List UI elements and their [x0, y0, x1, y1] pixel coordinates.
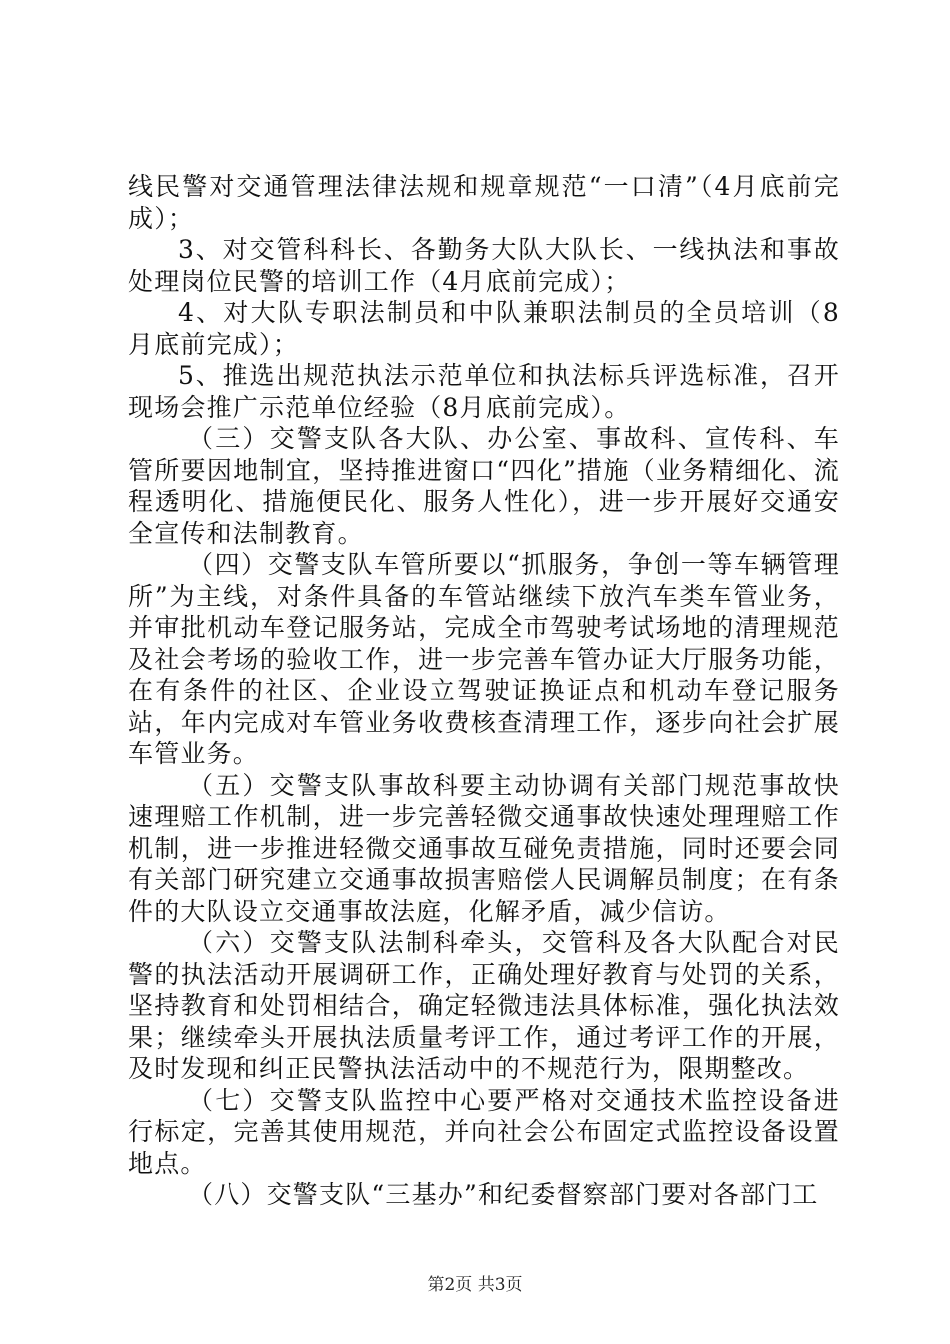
paragraph-section-5: （五）交警支队事故科要主动协调有关部门规范事故快速理赔工作机制，进一步完善轻微交通事故快速处理理赔工作机制，进一步推进轻微交通事故互碰免责措施，同时还要会同有关部门研究建立交通事故损害赔偿人民调解员制度；在有条件的大队设立交通事故法庭，化解矛盾，减少信访。 — [128, 770, 840, 926]
paragraph-item-4: 4、对大队专职法制员和中队兼职法制员的全员培训（8月底前完成）； — [128, 298, 840, 359]
paragraph-section-6: （六）交警支队法制科牵头，交管科及各大队配合对民警的执法活动开展调研工作，正确处理好教育与处罚的关系，坚持教育和处罚相结合，确定轻微违法具体标准，强化执法效果；继续牵头开展执法质量考评工作，通过考评工作的开展，及时发现和纠正民警执法活动中的不规范行为，限期整改。 — [128, 928, 840, 1083]
paragraph-section-7: （七）交警支队监控中心要严格对交通技术监控设备进行标定，完善其使用规范，并向社会公布固定式监控设备设置地点。 — [128, 1085, 840, 1178]
paragraph-section-3: （三）交警支队各大队、办公室、事故科、宣传科、车管所要因地制宜，坚持推进窗口“四化”措施（业务精细化、流程透明化、措施便民化、服务人性化），进一步开展好交通安全宣传和法制教育。 — [128, 424, 840, 548]
paragraph-continuation: 线民警对交通管理法律法规和规章规范“一口清”（4月底前完成）； — [128, 172, 840, 233]
paragraph-item-5: 5、推选出规范执法示范单位和执法标兵评选标准，召开现场会推广示范单位经验（8月底前完成）。 — [128, 361, 840, 422]
paragraph-item-3: 3、对交管科科长、各勤务大队大队长、一线执法和事故处理岗位民警的培训工作（4月底前完成）； — [128, 235, 840, 296]
paragraph-section-4: （四）交警支队车管所要以“抓服务，争创一等车辆管理所”为主线，对条件具备的车管站继续下放汽车类车管业务，并审批机动车登记服务站，完成全市驾驶考试场地的清理规范及社会考场的验收工作，进一步完善车管办证大厅服务功能，在有条件的社区、企业设立驾驶证换证点和机动车登记服务站，年内完成对车管业务收费核查清理工作，逐步向社会扩展车管业务。 — [128, 550, 840, 768]
body-text — [128, 171, 840, 1211]
page-number-footer: 第2页 共3页 — [427, 1275, 523, 1295]
paragraph-section-8: （八）交警支队“三基办”和纪委督察部门要对各部门工 — [188, 1180, 819, 1209]
